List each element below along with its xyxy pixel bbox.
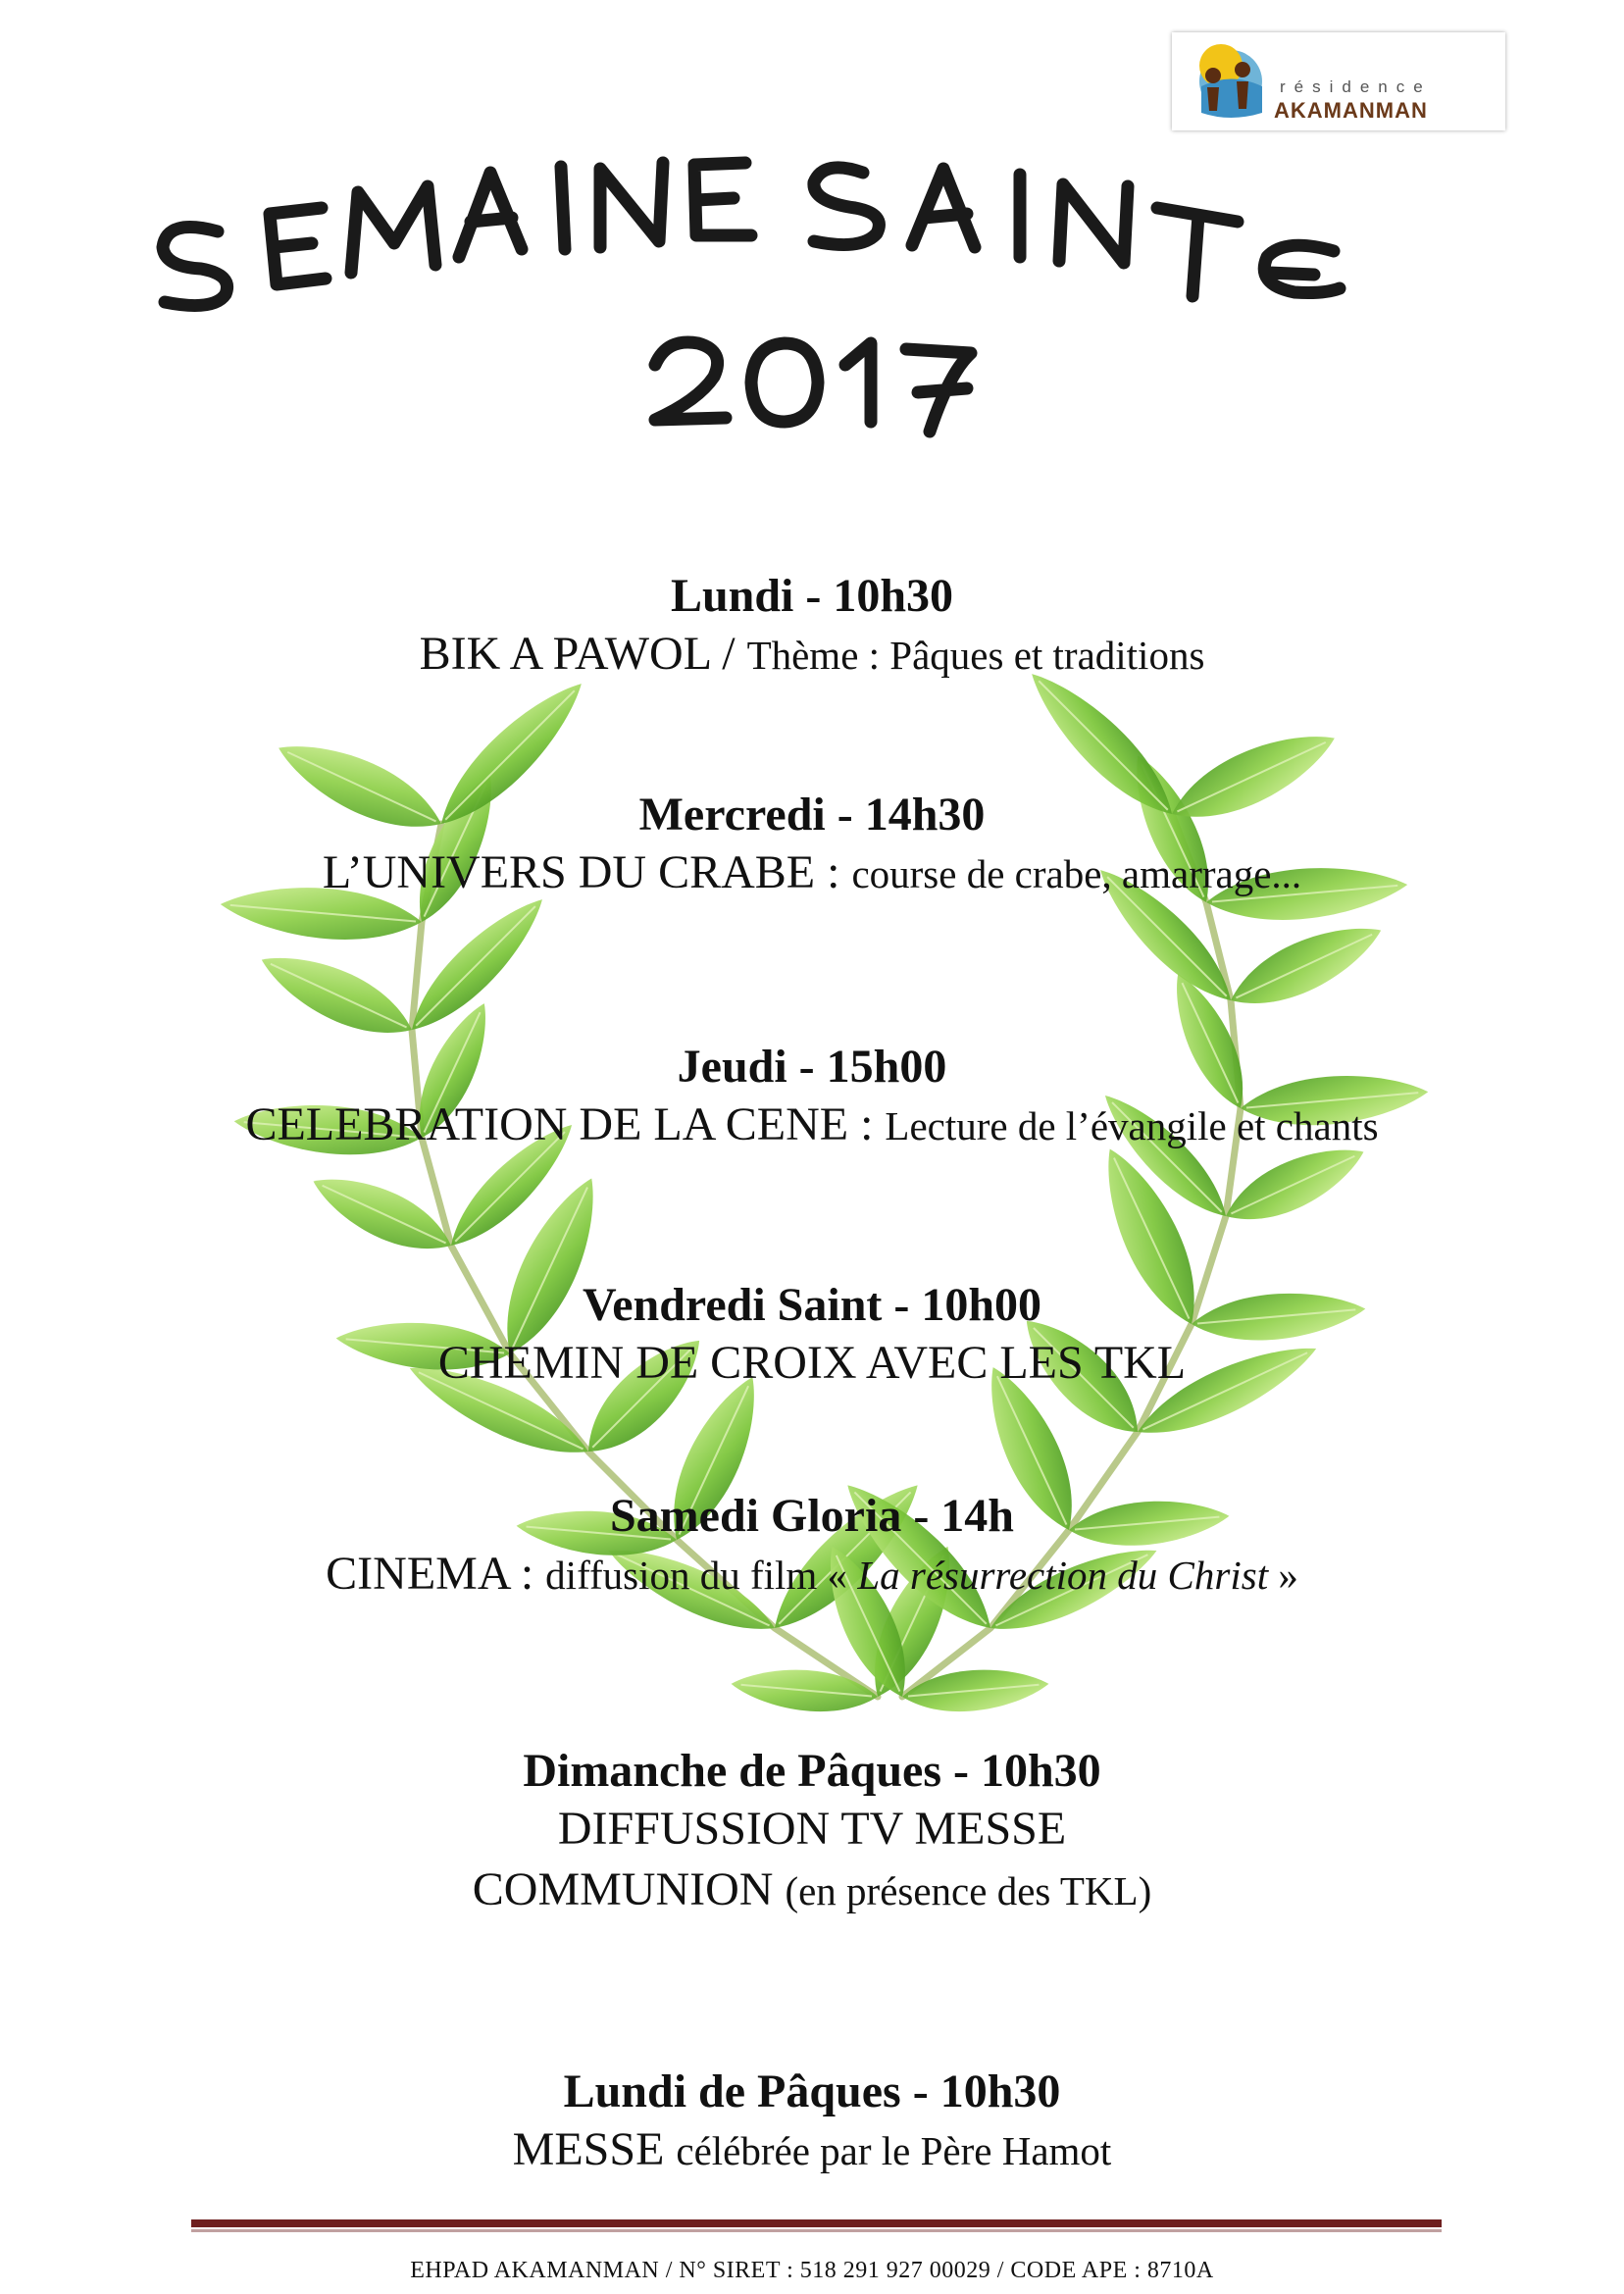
entry-line xyxy=(0,1544,1624,1606)
entry-line-detail: Thème : Pâques et traditions xyxy=(746,633,1205,678)
entry-line-main: BIK A PAWOL / xyxy=(419,628,747,680)
entry-heading: Mercredi - 14h30 xyxy=(638,789,986,841)
footer-legal-text: EHPAD AKAMANMAN / N° SIRET : 518 291 927 00029 / CODE APE : 8710A xyxy=(410,2258,1214,2283)
entry-line-main: MESSE xyxy=(512,2123,677,2175)
olive-leaf-vein xyxy=(416,906,535,1026)
entry-line xyxy=(0,2119,1624,2181)
entry-heading: Dimanche de Pâques - 10h30 xyxy=(523,1745,1101,1797)
schedule-entry-vendredi xyxy=(0,1278,1624,1394)
entry-line-detail: (en présence des TKL) xyxy=(785,1868,1152,1913)
entry-heading: Vendredi Saint - 10h00 xyxy=(582,1279,1042,1331)
entry-line xyxy=(0,1860,1624,1921)
entry-line-detail: Lecture de l’évangile et chants xyxy=(885,1103,1379,1148)
title-block xyxy=(0,0,1624,451)
entry-heading: Jeudi - 15h00 xyxy=(677,1041,947,1093)
entry-line xyxy=(0,624,1624,686)
entry-heading: Lundi de Pâques - 10h30 xyxy=(563,2065,1061,2117)
schedule-entry-lundi xyxy=(0,569,1624,686)
footer-divider-shadow xyxy=(191,2229,1442,2232)
entry-line-main: DIFFUSSION TV MESSE xyxy=(557,1803,1067,1855)
entry-line-detail: célébrée par le Père Hamot xyxy=(676,2128,1112,2173)
title-line2-handwriting xyxy=(655,342,971,432)
entry-line xyxy=(0,1333,1624,1394)
schedule-entry-mercredi xyxy=(0,788,1624,904)
entry-line-detail: course de crabe, amarrage... xyxy=(851,851,1302,896)
entry-line xyxy=(0,1095,1624,1156)
schedule-entry-dimanche xyxy=(0,1744,1624,1921)
schedule-entry-jeudi xyxy=(0,1040,1624,1156)
entry-line-main: L’UNIVERS DU CRABE : xyxy=(322,846,852,898)
title-line1-handwriting xyxy=(163,163,1340,306)
footer-divider xyxy=(191,2219,1442,2227)
schedule-entry-samedi xyxy=(0,1489,1624,1606)
entry-line xyxy=(0,842,1624,904)
entry-line-main: CHEMIN DE CROIX AVEC LES TKL xyxy=(437,1337,1187,1389)
logo-name: AKAMANMAN xyxy=(1274,98,1428,123)
film-title: La résurrection du Christ xyxy=(857,1553,1269,1598)
entry-line-main: CELEBRATION DE LA CENE : xyxy=(245,1098,886,1150)
entry-heading: Lundi - 10h30 xyxy=(670,570,954,622)
entry-line-end: » xyxy=(1268,1553,1298,1598)
entry-line-main: COMMUNION xyxy=(472,1863,786,1915)
logo-subtitle: résidence xyxy=(1280,77,1432,96)
schedule-entry-lundi-paques xyxy=(0,2065,1624,2181)
entry-line xyxy=(0,1799,1624,1860)
entry-line-detail: diffusion du film « xyxy=(545,1553,858,1598)
entry-line-main: CINEMA : xyxy=(326,1548,546,1600)
entry-heading: Samedi Gloria - 14h xyxy=(609,1490,1014,1542)
